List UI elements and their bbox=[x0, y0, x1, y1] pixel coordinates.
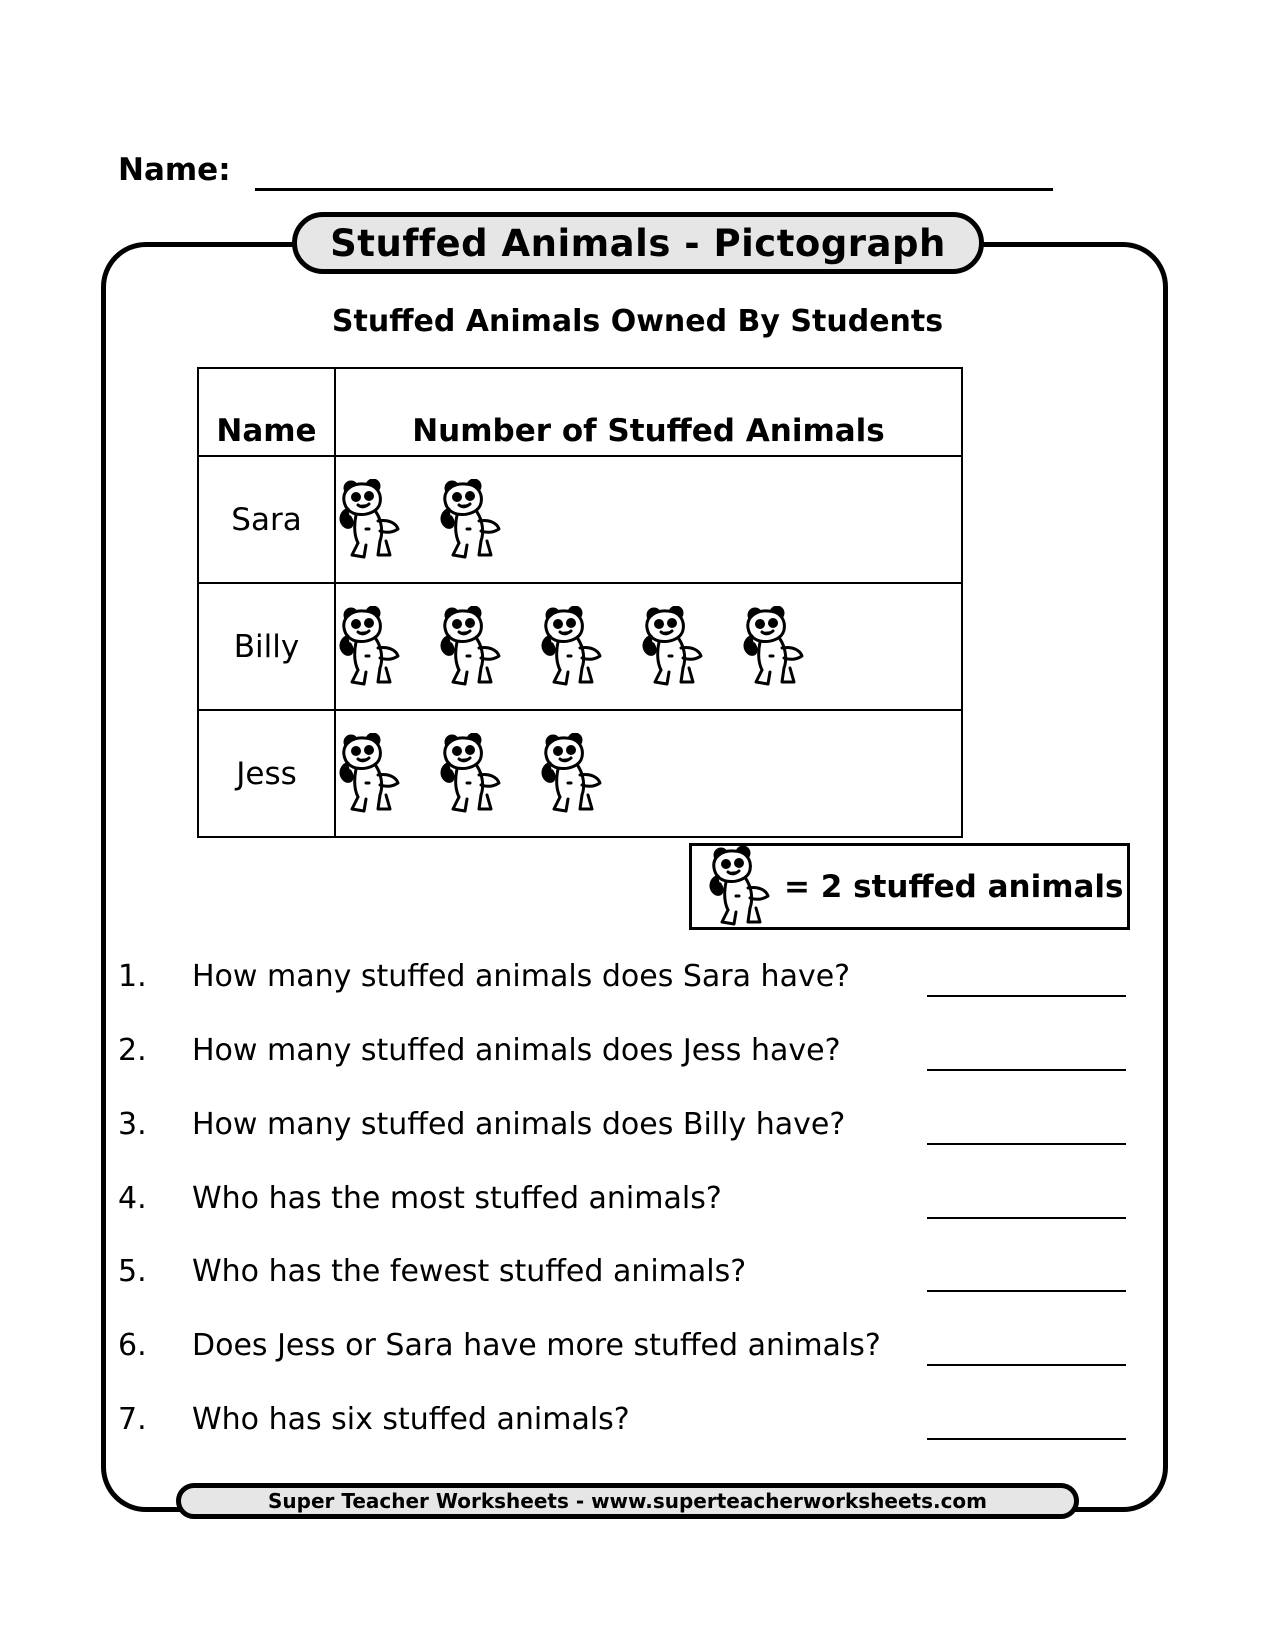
teddy-bear-icon bbox=[437, 733, 507, 815]
teddy-bear-icon bbox=[336, 479, 406, 561]
teddy-bear-icon bbox=[437, 606, 507, 688]
teddy-bear-icon bbox=[336, 733, 406, 815]
answer-line[interactable] bbox=[927, 1290, 1126, 1292]
table-row bbox=[198, 583, 962, 710]
teddy-bear-icon bbox=[740, 606, 810, 688]
answer-line[interactable] bbox=[927, 1069, 1126, 1071]
answer-line[interactable] bbox=[927, 1364, 1126, 1366]
answer-line[interactable] bbox=[927, 1438, 1126, 1440]
student-name: Billy bbox=[198, 583, 335, 710]
worksheet-title: Stuffed Animals - Pictograph bbox=[292, 212, 984, 274]
icon-cell bbox=[335, 456, 962, 583]
column-header-name: Name bbox=[198, 368, 335, 456]
answer-line[interactable] bbox=[927, 1143, 1126, 1145]
question-number: 4. bbox=[118, 1181, 147, 1216]
teddy-bear-icon bbox=[437, 479, 507, 561]
teddy-bear-icon bbox=[706, 846, 776, 928]
pictograph-table bbox=[197, 367, 963, 838]
question-number: 2. bbox=[118, 1033, 147, 1068]
table-row bbox=[198, 710, 962, 837]
question-text: Does Jess or Sara have more stuffed animals? bbox=[192, 1328, 881, 1363]
table-row bbox=[198, 456, 962, 583]
footer: Super Teacher Worksheets - www.superteacherworksheets.com bbox=[176, 1483, 1079, 1519]
name-answer-line[interactable] bbox=[255, 188, 1053, 191]
question-number: 1. bbox=[118, 959, 147, 994]
student-name: Sara bbox=[198, 456, 335, 583]
answer-line[interactable] bbox=[927, 995, 1126, 997]
question-number: 5. bbox=[118, 1254, 147, 1289]
answer-line[interactable] bbox=[927, 1217, 1126, 1219]
question-text: Who has six stuffed animals? bbox=[192, 1402, 630, 1437]
question-number: 6. bbox=[118, 1328, 147, 1363]
question-text: Who has the most stuffed animals? bbox=[192, 1181, 722, 1216]
question-text: How many stuffed animals does Sara have? bbox=[192, 959, 851, 994]
teddy-bear-icon bbox=[538, 733, 608, 815]
column-header-count: Number of Stuffed Animals bbox=[335, 368, 962, 456]
student-name: Jess bbox=[198, 710, 335, 837]
key-label: = 2 stuffed animals bbox=[784, 868, 1124, 905]
teddy-bear-icon bbox=[538, 606, 608, 688]
question-number: 7. bbox=[118, 1402, 147, 1437]
teddy-bear-icon bbox=[639, 606, 709, 688]
icon-cell bbox=[335, 583, 962, 710]
question-text: How many stuffed animals does Billy have? bbox=[192, 1107, 846, 1142]
name-label: Name: bbox=[118, 152, 231, 188]
pictograph-key bbox=[689, 843, 1130, 930]
question-text: How many stuffed animals does Jess have? bbox=[192, 1033, 841, 1068]
question-number: 3. bbox=[118, 1107, 147, 1142]
table-header-row bbox=[198, 368, 962, 456]
icon-cell bbox=[335, 710, 962, 837]
question-text: Who has the fewest stuffed animals? bbox=[192, 1254, 747, 1289]
teddy-bear-icon bbox=[336, 606, 406, 688]
chart-title: Stuffed Animals Owned By Students bbox=[331, 304, 944, 339]
